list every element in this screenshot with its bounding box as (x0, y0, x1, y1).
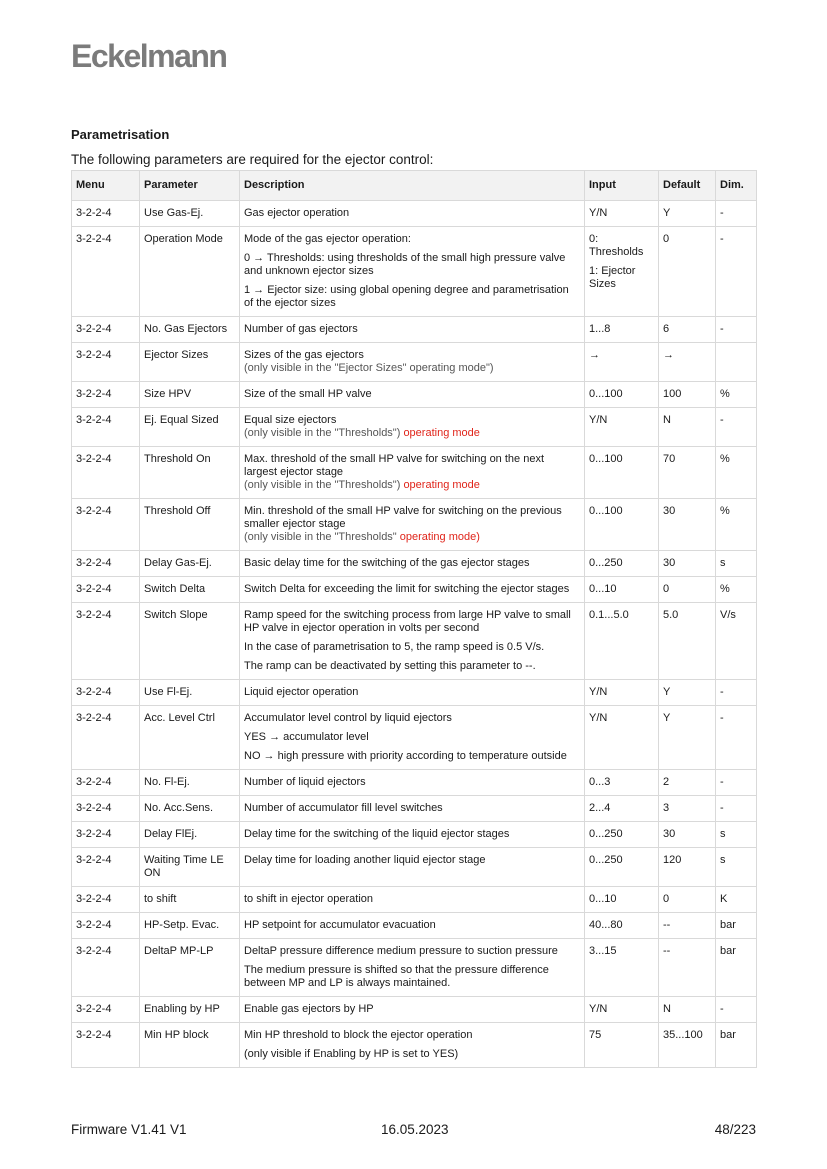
visibility-note: (only visible in the "Thresholds") (244, 479, 401, 491)
cell-menu: 3-2-2-4 (72, 848, 140, 887)
cell-dim: bar (716, 939, 757, 997)
cell-dim: - (716, 796, 757, 822)
section-title: Parametrisation (71, 127, 170, 142)
description-paragraph: In the case of parametrisation to 5, the ramp speed is 0.5 V/s. (244, 641, 545, 653)
cell-description (240, 796, 585, 822)
cell-menu: 3-2-2-4 (72, 1023, 140, 1068)
input-value: 0...10 (589, 583, 617, 595)
table-row (72, 770, 757, 796)
table-row (72, 1023, 757, 1068)
cell-default: 30 (659, 551, 716, 577)
table-row (72, 577, 757, 603)
cell-description (240, 887, 585, 913)
input-value: Y/N (589, 414, 608, 426)
description-text: Max. threshold of the small HP valve for switching on the next largest ejector stage (244, 453, 544, 478)
cell-default: 70 (659, 447, 716, 499)
description-paragraph: Delay time for the switching of the liquid ejector stages (244, 828, 510, 840)
cell-menu: 3-2-2-4 (72, 997, 140, 1023)
cell-parameter: Use Gas-Ej. (140, 201, 240, 227)
cell-default: -- (659, 913, 716, 939)
cell-menu: 3-2-2-4 (72, 680, 140, 706)
input-value: 0...250 (589, 854, 623, 866)
input-value: 0...250 (589, 828, 623, 840)
cell-parameter: Waiting Time LE ON (140, 848, 240, 887)
header-menu: Menu (72, 171, 140, 201)
cell-input (585, 201, 659, 227)
cell-menu: 3-2-2-4 (72, 603, 140, 680)
cell-input (585, 939, 659, 997)
cell-input (585, 913, 659, 939)
cell-input (585, 680, 659, 706)
cell-parameter: Delay Gas-Ej. (140, 551, 240, 577)
cell-description (240, 603, 585, 680)
cell-default: Y (659, 201, 716, 227)
cell-dim: s (716, 551, 757, 577)
input-value: 0...100 (589, 388, 623, 400)
input-value: Y/N (589, 207, 608, 219)
description-paragraph: Enable gas ejectors by HP (244, 1003, 374, 1015)
description-paragraph (244, 414, 580, 440)
cell-default: 100 (659, 382, 716, 408)
description-paragraph: (only visible if Enabling by HP is set to YES) (244, 1048, 459, 1060)
table-row (72, 822, 757, 848)
cell-description (240, 551, 585, 577)
cell-dim: - (716, 997, 757, 1023)
description-paragraph: Switch Delta for exceeding the limit for switching the ejector stages (244, 583, 570, 595)
cell-dim: % (716, 499, 757, 551)
table-row (72, 551, 757, 577)
cell-default: 0 (659, 577, 716, 603)
cell-parameter: No. Acc.Sens. (140, 796, 240, 822)
description-paragraph: Size of the small HP valve (244, 388, 372, 400)
description-paragraph: HP setpoint for accumulator evacuation (244, 919, 436, 931)
table-row (72, 706, 757, 770)
cell-parameter: Switch Delta (140, 577, 240, 603)
cell-dim: - (716, 317, 757, 343)
cell-menu: 3-2-2-4 (72, 939, 140, 997)
description-text: Equal size ejectors (244, 414, 337, 426)
cell-input (585, 343, 659, 382)
description-paragraph: Number of liquid ejectors (244, 776, 366, 788)
cell-description (240, 706, 585, 770)
cell-parameter: DeltaP MP-LP (140, 939, 240, 997)
cell-parameter: Delay FlEj. (140, 822, 240, 848)
description-paragraph: Ramp speed for the switching process from large HP valve to small HP valve in ejector operation in volts per second (244, 609, 571, 634)
cell-dim: - (716, 770, 757, 796)
cell-menu: 3-2-2-4 (72, 887, 140, 913)
cell-parameter: No. Fl-Ej. (140, 770, 240, 796)
cell-menu: 3-2-2-4 (72, 343, 140, 382)
cell-menu: 3-2-2-4 (72, 706, 140, 770)
cell-description (240, 317, 585, 343)
table-body (72, 201, 757, 1068)
description-paragraph: 1 → Ejector size: using global opening degree and parametrisation of the ejector sizes (244, 284, 569, 309)
cell-parameter: Ejector Sizes (140, 343, 240, 382)
cell-dim: - (716, 201, 757, 227)
input-value: Y/N (589, 1003, 608, 1015)
cell-default: -- (659, 939, 716, 997)
footer-page-number: 48/223 (714, 1122, 756, 1137)
cell-default: 0 (659, 887, 716, 913)
cell-dim: V/s (716, 603, 757, 680)
description-paragraph: Min HP threshold to block the ejector operation (244, 1029, 473, 1041)
cell-menu: 3-2-2-4 (72, 577, 140, 603)
cell-dim: % (716, 382, 757, 408)
table-row (72, 499, 757, 551)
description-paragraph (244, 453, 580, 492)
cell-dim: bar (716, 1023, 757, 1068)
cell-menu: 3-2-2-4 (72, 382, 140, 408)
cell-dim: % (716, 447, 757, 499)
cell-input (585, 706, 659, 770)
header-dim: Dim. (716, 171, 757, 201)
cell-parameter: Threshold On (140, 447, 240, 499)
cell-menu: 3-2-2-4 (72, 317, 140, 343)
operating-mode-link: operating mode) (399, 531, 480, 543)
cell-menu: 3-2-2-4 (72, 447, 140, 499)
cell-dim: s (716, 848, 757, 887)
cell-parameter: Use Fl-Ej. (140, 680, 240, 706)
cell-menu: 3-2-2-4 (72, 770, 140, 796)
table-row (72, 317, 757, 343)
description-paragraph: The medium pressure is shifted so that the pressure difference between MP and LP is always maintained. (244, 964, 549, 989)
cell-default: Y (659, 680, 716, 706)
cell-dim: - (716, 227, 757, 317)
cell-default: 35...100 (659, 1023, 716, 1068)
description-paragraph: Liquid ejector operation (244, 686, 359, 698)
cell-menu: 3-2-2-4 (72, 913, 140, 939)
table-row (72, 227, 757, 317)
cell-parameter: No. Gas Ejectors (140, 317, 240, 343)
description-text: Sizes of the gas ejectors (244, 349, 364, 361)
cell-default: 5.0 (659, 603, 716, 680)
cell-dim: - (716, 680, 757, 706)
cell-default: 3 (659, 796, 716, 822)
header-parameter: Parameter (140, 171, 240, 201)
cell-description (240, 1023, 585, 1068)
cell-parameter: to shift (140, 887, 240, 913)
input-value: → (589, 349, 600, 361)
cell-dim: K (716, 887, 757, 913)
input-value: 0...10 (589, 893, 617, 905)
input-value: 1: Ejector Sizes (589, 265, 636, 290)
cell-input (585, 796, 659, 822)
cell-description (240, 447, 585, 499)
cell-input (585, 848, 659, 887)
description-paragraph (244, 349, 580, 375)
cell-parameter: HP-Setp. Evac. (140, 913, 240, 939)
operating-mode-link: operating mode (403, 479, 480, 491)
cell-description (240, 382, 585, 408)
cell-menu: 3-2-2-4 (72, 227, 140, 317)
table-row (72, 680, 757, 706)
cell-description (240, 343, 585, 382)
cell-description (240, 680, 585, 706)
cell-menu: 3-2-2-4 (72, 822, 140, 848)
cell-parameter: Size HPV (140, 382, 240, 408)
cell-parameter: Acc. Level Ctrl (140, 706, 240, 770)
cell-menu: 3-2-2-4 (72, 499, 140, 551)
cell-input (585, 603, 659, 680)
footer-firmware: Firmware V1.41 V1 (71, 1122, 187, 1137)
cell-description (240, 201, 585, 227)
cell-description (240, 499, 585, 551)
table-row (72, 343, 757, 382)
table-row (72, 939, 757, 997)
input-value: 75 (589, 1029, 602, 1041)
cell-default: 0 (659, 227, 716, 317)
cell-menu: 3-2-2-4 (72, 551, 140, 577)
input-value: 0...100 (589, 453, 623, 465)
cell-menu: 3-2-2-4 (72, 201, 140, 227)
table-row (72, 887, 757, 913)
visibility-note: (only visible in the "Ejector Sizes" operating mode") (244, 362, 494, 374)
input-value: Y/N (589, 712, 608, 724)
cell-default: → (659, 343, 716, 382)
input-value: 0...3 (589, 776, 611, 788)
cell-input (585, 1023, 659, 1068)
table-row (72, 796, 757, 822)
description-paragraph: DeltaP pressure difference medium pressure to suction pressure (244, 945, 558, 957)
input-value: 1...8 (589, 323, 611, 335)
cell-parameter: Ej. Equal Sized (140, 408, 240, 447)
visibility-note: (only visible in the "Thresholds" (244, 531, 397, 543)
input-value: 40...80 (589, 919, 623, 931)
cell-input (585, 551, 659, 577)
cell-description (240, 939, 585, 997)
cell-default: 30 (659, 499, 716, 551)
cell-description (240, 822, 585, 848)
header-description: Description (240, 171, 585, 201)
description-paragraph: Accumulator level control by liquid ejectors (244, 712, 452, 724)
cell-default: 120 (659, 848, 716, 887)
footer-date: 16.05.2023 (381, 1122, 449, 1137)
cell-input (585, 997, 659, 1023)
cell-dim: - (716, 706, 757, 770)
description-paragraph: Gas ejector operation (244, 207, 350, 219)
cell-input (585, 822, 659, 848)
cell-input (585, 499, 659, 551)
description-paragraph: YES → accumulator level (244, 731, 369, 743)
cell-dim: % (716, 577, 757, 603)
visibility-note: (only visible in the "Thresholds") (244, 427, 401, 439)
input-value: 3...15 (589, 945, 617, 957)
description-paragraph: Number of accumulator fill level switches (244, 802, 443, 814)
table-row (72, 382, 757, 408)
cell-description (240, 913, 585, 939)
cell-default: 6 (659, 317, 716, 343)
input-value: Y/N (589, 686, 608, 698)
cell-parameter: Min HP block (140, 1023, 240, 1068)
cell-input (585, 227, 659, 317)
cell-input (585, 382, 659, 408)
cell-default: Y (659, 706, 716, 770)
operating-mode-link: operating mode (403, 427, 480, 439)
cell-input (585, 447, 659, 499)
table-row (72, 447, 757, 499)
cell-menu: 3-2-2-4 (72, 408, 140, 447)
cell-input (585, 317, 659, 343)
cell-default: 30 (659, 822, 716, 848)
cell-description (240, 997, 585, 1023)
description-paragraph: 0 → Thresholds: using thresholds of the small high pressure valve and unknown ejector sizes (244, 252, 566, 277)
table-row (72, 997, 757, 1023)
cell-default: N (659, 408, 716, 447)
input-value: 2...4 (589, 802, 611, 814)
cell-dim: - (716, 408, 757, 447)
cell-dim: s (716, 822, 757, 848)
table-header-row (72, 171, 757, 201)
input-value: 0: Thresholds (589, 233, 644, 258)
cell-description (240, 848, 585, 887)
cell-parameter: Operation Mode (140, 227, 240, 317)
input-value: 0.1...5.0 (589, 609, 629, 621)
cell-default: N (659, 997, 716, 1023)
company-logo: Eckelmann (71, 38, 227, 74)
table-row (72, 201, 757, 227)
intro-text: The following parameters are required for the ejector control: (71, 152, 434, 167)
cell-description (240, 408, 585, 447)
description-paragraph: Number of gas ejectors (244, 323, 358, 335)
header-input: Input (585, 171, 659, 201)
description-paragraph: to shift in ejector operation (244, 893, 374, 905)
cell-description (240, 227, 585, 317)
description-paragraph: Mode of the gas ejector operation: (244, 233, 411, 245)
table-row (72, 848, 757, 887)
cell-parameter: Enabling by HP (140, 997, 240, 1023)
cell-parameter: Threshold Off (140, 499, 240, 551)
parameter-table (71, 170, 757, 1068)
input-value: 0...100 (589, 505, 623, 517)
description-paragraph: Delay time for loading another liquid ejector stage (244, 854, 486, 866)
cell-description (240, 577, 585, 603)
description-paragraph: NO → high pressure with priority according to temperature outside (244, 750, 567, 762)
cell-dim (716, 343, 757, 382)
description-paragraph (244, 505, 580, 544)
cell-menu: 3-2-2-4 (72, 796, 140, 822)
cell-input (585, 577, 659, 603)
table-row (72, 408, 757, 447)
cell-parameter: Switch Slope (140, 603, 240, 680)
cell-description (240, 770, 585, 796)
description-paragraph: Basic delay time for the switching of the gas ejector stages (244, 557, 530, 569)
description-text: Min. threshold of the small HP valve for switching on the previous smaller ejector stage (244, 505, 562, 530)
description-paragraph: The ramp can be deactivated by setting this parameter to --. (244, 660, 536, 672)
table-row (72, 603, 757, 680)
header-default: Default (659, 171, 716, 201)
cell-input (585, 770, 659, 796)
input-value: 0...250 (589, 557, 623, 569)
cell-dim: bar (716, 913, 757, 939)
cell-input (585, 887, 659, 913)
table-row (72, 913, 757, 939)
cell-input (585, 408, 659, 447)
cell-default: 2 (659, 770, 716, 796)
